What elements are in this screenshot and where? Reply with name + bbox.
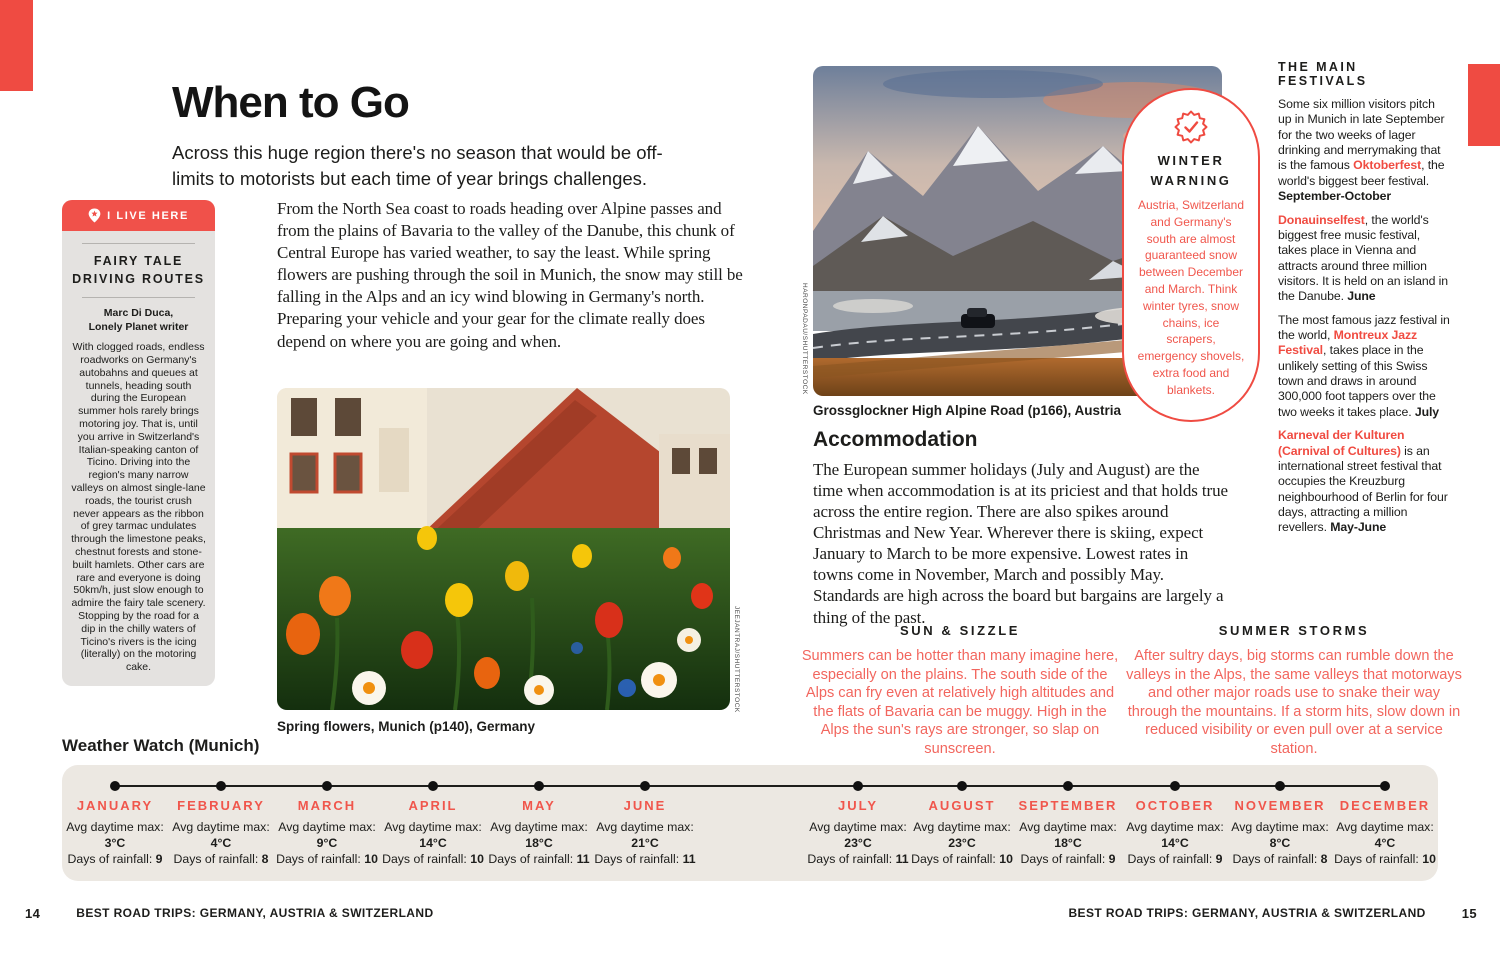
author-name: Marc Di Duca, (103, 307, 174, 319)
avg-daytime-max-label: Avg daytime max: (1231, 820, 1329, 834)
i-live-here-box (62, 200, 215, 686)
flowers-caption: Spring flowers, Munich (p140), Germany (277, 719, 536, 734)
timeline-dot (534, 781, 544, 791)
sun-sizzle-heading: SUN & SIZZLE (899, 623, 1021, 638)
winter-warning-callout (1122, 88, 1260, 422)
main-festivals-column (1278, 60, 1450, 544)
avg-daytime-max-label: Avg daytime max: (384, 820, 482, 834)
flowers-photo-credit: JEEJANTRAJ/SHUTTERSTOCK (733, 606, 740, 713)
timeline-dot (1380, 781, 1390, 791)
avg-daytime-max-label: Avg daytime max: (490, 820, 588, 834)
month-rainfall: Days of rainfall: 8 (1232, 851, 1328, 866)
divider (82, 297, 195, 298)
month-rainfall: Days of rainfall: 11 (488, 851, 590, 866)
avg-daytime-max-label: Avg daytime max: (278, 820, 376, 834)
month-temperature: 18°C (525, 835, 553, 850)
month-label: DECEMBER (1339, 798, 1431, 813)
month-temperature: 14°C (1161, 835, 1189, 850)
left-footer (25, 906, 434, 921)
timeline-dot (322, 781, 332, 791)
avg-daytime-max-label: Avg daytime max: (172, 820, 270, 834)
seal-check-icon (1137, 107, 1245, 147)
map-pin-star-icon (88, 208, 101, 223)
month-label: NOVEMBER (1234, 798, 1326, 813)
month-label: OCTOBER (1135, 798, 1215, 813)
timeline-dot (428, 781, 438, 791)
month-rainfall: Days of rainfall: 9 (67, 851, 163, 866)
month-temperature: 23°C (844, 835, 872, 850)
month-rainfall: Days of rainfall: 10 (1334, 851, 1436, 866)
avg-daytime-max-label: Avg daytime max: (1019, 820, 1117, 834)
month-label: MARCH (297, 798, 357, 813)
winter-warning-body: Austria, Switzerland and Germany's south are almost guaranteed snow between December and March. Think winter tyres, snow chains, ice scrapers, emergency shovels, extra food and blankets. (1137, 198, 1245, 397)
summer-storms-callout (1124, 623, 1464, 758)
avg-daytime-max-label: Avg daytime max: (1336, 820, 1434, 834)
month-rainfall: Days of rainfall: 10 (276, 851, 378, 866)
month-label: AUGUST (928, 798, 996, 813)
avg-daytime-max-label: Avg daytime max: (913, 820, 1011, 834)
month-label: FEBRUARY (177, 798, 265, 813)
i-live-here-header (62, 200, 215, 231)
intro-paragraph: From the North Sea coast to roads heading over Alpine passes and from the plains of Bavaria to the valley of the Danube, this chunk of Central Europe has varied weather, to say the least. While spring flowers are pushing through the soil in Munich, the snow may still be falling in the Alps and an icy wind blowing in Germany's north. Preparing your vehicle and your gear for the climate really does depend on where you are going and when. (277, 199, 743, 351)
right-footer-title: BEST ROAD TRIPS: GERMANY, AUSTRIA & SWITZERLAND (1068, 906, 1426, 920)
timeline-dot (853, 781, 863, 791)
sun-sizzle-body: Summers can be hotter than many imagine here, especially on the plains. The south side of the Alps can fry even at relatively high altitudes and the flats of Bavaria can be muggy. High in the Alps the sun's rays are stronger, so slap on sunscreen. (801, 648, 1119, 757)
right-footer (1068, 906, 1477, 921)
author-role: Lonely Planet writer (88, 320, 189, 333)
avg-daytime-max-label: Avg daytime max: (1126, 820, 1224, 834)
page-title: When to Go (172, 78, 409, 127)
timeline-dot (640, 781, 650, 791)
month-label: JUNE (623, 798, 667, 813)
month-rainfall: Days of rainfall: 11 (594, 851, 696, 866)
winter-warning-title: WINTER WARNING (1150, 153, 1232, 188)
timeline-line (115, 785, 1385, 787)
left-footer-title: BEST ROAD TRIPS: GERMANY, AUSTRIA & SWITZERLAND (76, 906, 434, 920)
month-rainfall: Days of rainfall: 10 (911, 851, 1013, 866)
left-page-number: 14 (25, 906, 41, 921)
month-temperature: 21°C (631, 835, 659, 850)
accommodation-body: The European summer holidays (July and August) are the time when accommodation is at its priciest and that holds true across the entire region. There are also spikes around Christmas and New Year. Wherever there is skiing, expect January to March to be more expensive. Lowest rates in towns come in November, March and possibly May. Standards are high across the board but bargains are largely a thing of the past. (813, 460, 1228, 627)
weather-watch-heading: Weather Watch (Munich) (62, 736, 260, 755)
month-temperature: 8°C (1269, 835, 1291, 850)
right-page-tab (1468, 64, 1500, 146)
month-rainfall: Days of rainfall: 11 (807, 851, 909, 866)
month-temperature: 4°C (1374, 835, 1396, 850)
month-rainfall: Days of rainfall: 10 (382, 851, 484, 866)
weather-band (62, 765, 1438, 881)
month-december (1315, 798, 1455, 868)
month-label: APRIL (408, 798, 458, 813)
month-rainfall: Days of rainfall: 9 (1020, 851, 1116, 866)
month-temperature: 4°C (210, 835, 232, 850)
sidebar-heading: FAIRY TALE DRIVING ROUTES (72, 254, 205, 286)
month-label: JULY (837, 798, 879, 813)
festival-paragraph: Karneval der Kulturen (Carnival of Cultures) is an international street festival that occupies the Kreuzburg neighbourhood of Berlin for four days, attracting a million revellers. May-June (1278, 428, 1448, 535)
page-subtitle: Across this huge region there's no season that would be off-limits to motorists but each time of year brings challenges. (172, 142, 663, 190)
month-label: MAY (522, 798, 556, 813)
month-june (575, 798, 715, 868)
timeline-dot (1170, 781, 1180, 791)
month-temperature: 23°C (948, 835, 976, 850)
month-temperature: 3°C (104, 835, 126, 850)
left-page-tab (0, 0, 33, 91)
month-label: SEPTEMBER (1018, 798, 1118, 813)
month-rainfall: Days of rainfall: 8 (173, 851, 269, 866)
right-page-number: 15 (1461, 906, 1477, 921)
avg-daytime-max-label: Avg daytime max: (809, 820, 907, 834)
avg-daytime-max-label: Avg daytime max: (596, 820, 694, 834)
timeline-dot (110, 781, 120, 791)
festival-paragraph: Some six million visitors pitch up in Munich in late September for the two weeks of lager drinking and merrymaking that is the famous Oktoberfest, the world's biggest beer festival. September-October (1278, 97, 1445, 204)
summer-storms-body: After sultry days, big storms can rumble down the valleys in the Alps, the same valleys that motorways and other major roads use to snake their way through the mountains. If a storm hits, slow down in reduced visibility or even pull over at a service station. (1126, 648, 1462, 757)
timeline-dot (957, 781, 967, 791)
summer-storms-heading: SUMMER STORMS (1218, 623, 1370, 638)
sidebar-body-text: With clogged roads, endless roadworks on Germany's autobahns and queues at tunnels, heading south during the European summer hols rarely brings motoring joy. That is, until you arrive in Switzerland's Italian-speaking canton of Ticino. Driving into the region's many narrow valleys on almost single-lane roads, the tourist crush never appears as the ribbon of grey tarmac undulates through the limestone peaks, chestnut forests and stone-built hamlets. Other cars are rare and everyone is doing 50km/h, just slow enough to admire the fairy tale scenery. Stopping by the road for a dip in the chilly waters of Ticino's rivers is the icing (literally) on the motoring cake. (71, 341, 206, 674)
avg-daytime-max-label: Avg daytime max: (66, 820, 164, 834)
mountain-caption: Grossglockner High Alpine Road (p166), Austria (813, 403, 1122, 418)
month-temperature: 9°C (316, 835, 338, 850)
timeline-dot (1275, 781, 1285, 791)
month-rainfall: Days of rainfall: 9 (1127, 851, 1223, 866)
i-live-here-label: I LIVE HERE (107, 209, 189, 222)
month-temperature: 18°C (1054, 835, 1082, 850)
festival-paragraph: Donauinselfest, the world's biggest free music festival, takes place in Vienna and attracts around three million visitors. It is held on an island in the Danube. June (1278, 212, 1449, 304)
month-temperature: 14°C (419, 835, 447, 850)
mountain-photo-credit: HARONPADAU/SHUTTERSTOCK (801, 283, 808, 395)
timeline-dot (216, 781, 226, 791)
flowers-photo-art (277, 388, 730, 710)
flowers-photo (277, 388, 730, 710)
month-label: JANUARY (76, 798, 154, 813)
main-festivals-heading: THE MAIN FESTIVALS (1278, 60, 1368, 88)
accommodation-heading: Accommodation (813, 428, 978, 451)
sun-sizzle-callout (798, 623, 1122, 758)
timeline-dot (1063, 781, 1073, 791)
festival-paragraph: The most famous jazz festival in the world, Montreux Jazz Festival, takes place in the unlikely setting of this Swiss town and draws in around 300,000 foot tappers over the two weeks it takes place. July (1278, 312, 1450, 419)
